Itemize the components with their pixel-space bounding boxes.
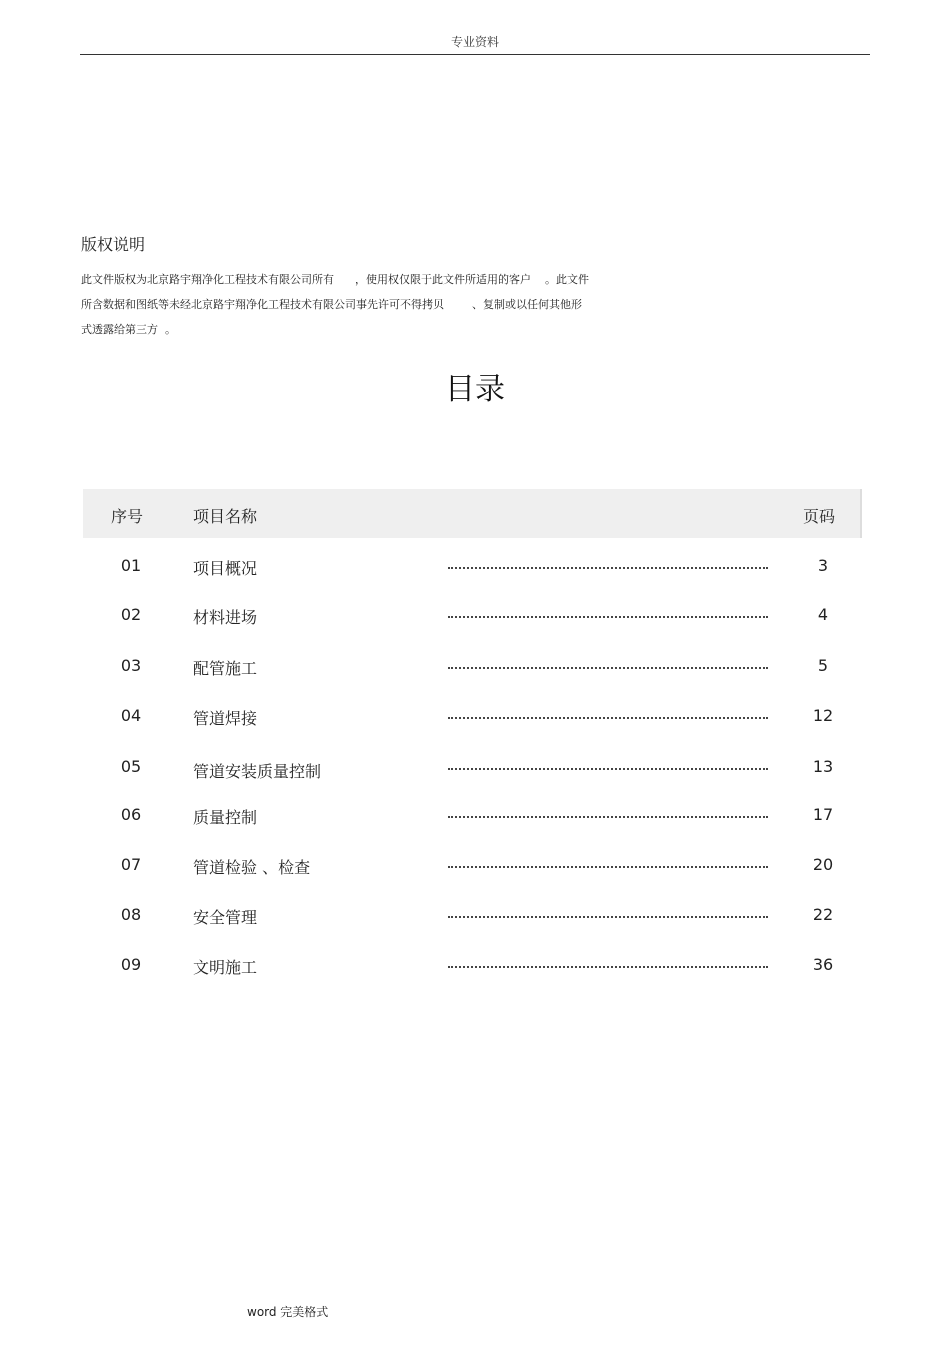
toc-row-page: 36 (812, 955, 834, 974)
toc-row[interactable] (83, 752, 860, 782)
toc-row-num: 07 (120, 855, 142, 874)
toc-row-page: 22 (812, 905, 834, 924)
toc-row-num: 08 (120, 905, 142, 924)
toc-header-name: 项目名称 (193, 507, 258, 526)
toc-dot-leader (448, 800, 768, 818)
toc-row-name: 配管施工 (193, 659, 258, 678)
toc-row-name: 项目概况 (193, 559, 258, 578)
toc-row-num: 02 (120, 605, 142, 624)
toc-dot-leader (448, 850, 768, 868)
toc-row[interactable] (83, 600, 860, 630)
toc-row-num: 06 (120, 805, 142, 824)
toc-row-name: 材料进场 (193, 608, 258, 627)
toc-row[interactable] (83, 950, 860, 980)
toc-header-num: 序号 (111, 507, 144, 526)
toc-dot-leader (448, 600, 768, 618)
toc-row-page: 17 (812, 805, 834, 824)
toc-row-name: 文明施工 (193, 958, 258, 977)
toc-row[interactable] (83, 701, 860, 731)
toc-row[interactable] (83, 651, 860, 681)
toc-header-row (83, 489, 862, 538)
toc-row-name: 安全管理 (193, 908, 258, 927)
toc-row-page: 12 (812, 706, 834, 725)
copyright-line-1: 此文件版权为北京路宇翔净化工程技术有限公司所有 ，使用权仅限于此文件所适用的客户 。此文件 (81, 273, 589, 286)
copyright-title: 版权说明 (81, 235, 146, 254)
toc-row-page: 20 (812, 855, 834, 874)
copyright-line-2: 所含数据和图纸等未经北京路宇翔净化工程技术有限公司事先许可不得拷贝 、复制或以任何其他形 (81, 298, 582, 311)
page-footer-label: word 完美格式 (247, 1305, 329, 1319)
toc-dot-leader (448, 551, 768, 569)
page-header-label: 专业资料 (450, 35, 499, 49)
toc-row-num: 04 (120, 706, 142, 725)
toc-dot-leader (448, 950, 768, 968)
toc-row-page: 5 (817, 656, 829, 675)
toc-row[interactable] (83, 900, 860, 930)
toc-dot-leader (448, 651, 768, 669)
toc-row-num: 03 (120, 656, 142, 675)
toc-row[interactable] (83, 800, 860, 830)
toc-dot-leader (448, 752, 768, 770)
toc-row[interactable] (83, 850, 860, 880)
toc-dot-leader (448, 701, 768, 719)
toc-row-num: 01 (120, 556, 142, 575)
toc-dot-leader (448, 900, 768, 918)
toc-row-name: 管道安装质量控制 (193, 762, 322, 781)
toc-title: 目录 (445, 372, 505, 407)
toc-row-page: 13 (812, 757, 834, 776)
toc-row-num: 09 (120, 955, 142, 974)
toc-row-name: 管道检验 、检查 (193, 858, 311, 877)
copyright-line-3: 式透露给第三方 。 (81, 323, 176, 336)
toc-header-page: 页码 (803, 507, 836, 526)
toc-row[interactable] (83, 551, 860, 581)
toc-row-page: 3 (817, 556, 829, 575)
toc-row-num: 05 (120, 757, 142, 776)
toc-row-name: 质量控制 (193, 808, 258, 827)
toc-row-name: 管道焊接 (193, 709, 258, 728)
toc-row-page: 4 (817, 605, 829, 624)
header-divider (80, 54, 870, 55)
